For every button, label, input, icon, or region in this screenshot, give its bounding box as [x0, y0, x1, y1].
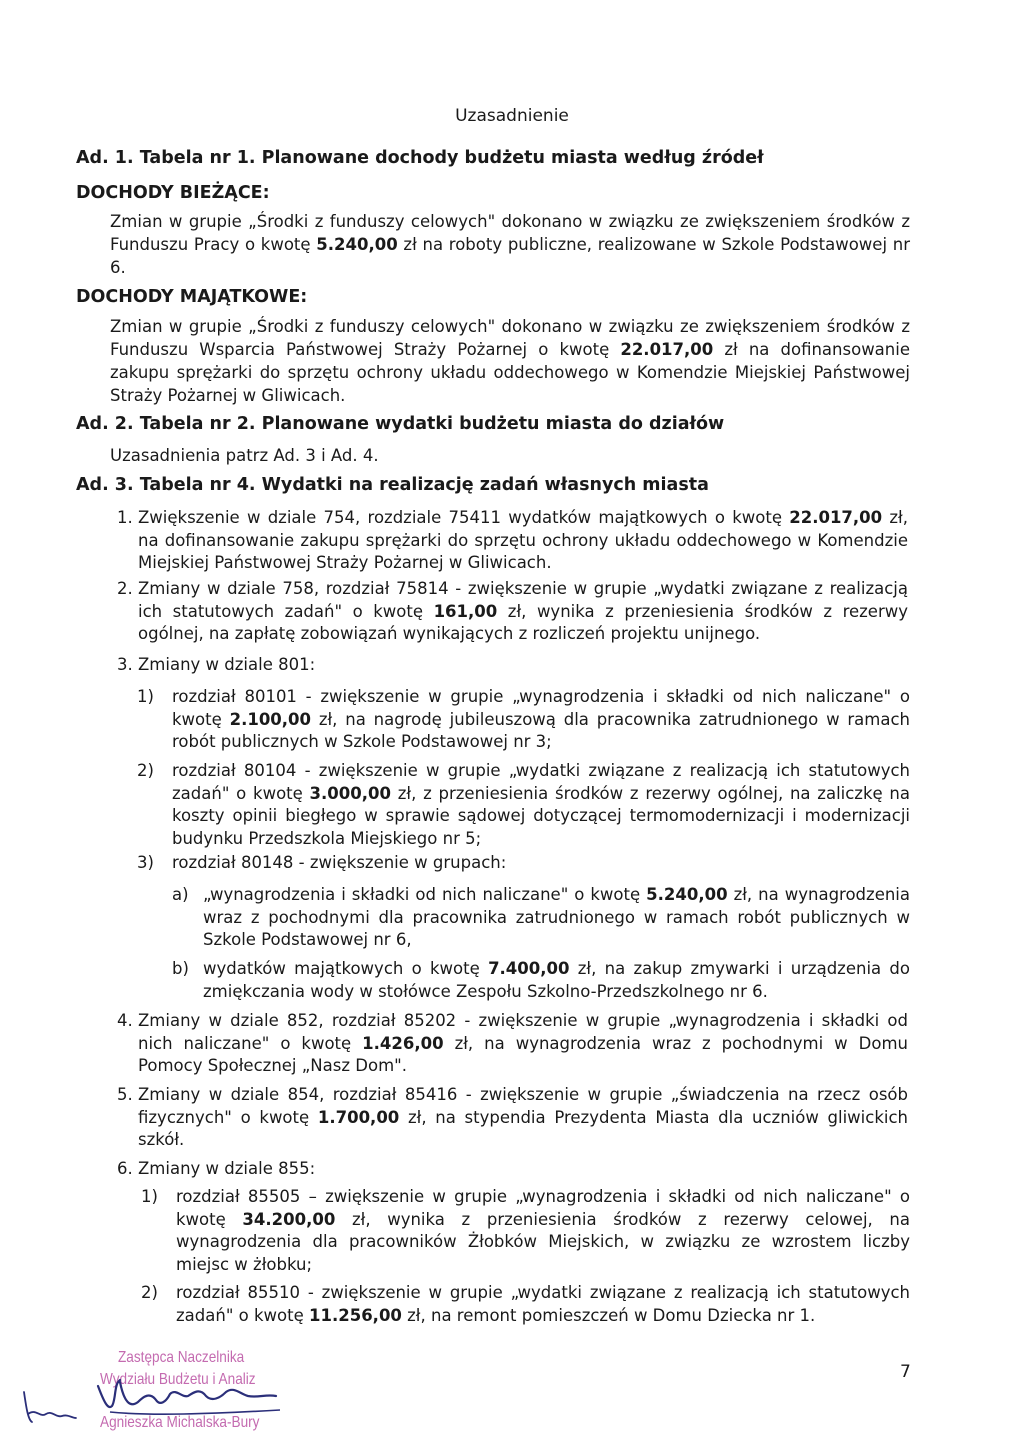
- sublist-number: 3): [137, 853, 154, 872]
- sublist-item: rozdział 85510 - zwiększenie w grupie „wydatki związane z realizacją ich statutowych zadań" o kwotę 11.256,00 zł, na remont pomieszczeń w Domu Dziecka nr 1.: [176, 1283, 910, 1325]
- amount: 34.200,00: [242, 1209, 336, 1229]
- initials-image: [18, 1388, 78, 1428]
- list-number: 6.: [117, 1159, 133, 1178]
- amount: 5.240,00: [316, 235, 398, 254]
- stamp-line-title: Zastępca Naczelnika: [118, 1349, 245, 1366]
- amount: 3.000,00: [309, 783, 391, 803]
- sublist-number: 1): [141, 1187, 158, 1206]
- subsublist-item: „wynagrodzenia i składki od nich naliczane" o kwotę 5.240,00 zł, na wynagrodzenia wraz z pochodnymi dla pracownika zatrudnionego w ramach robót publicznych w Szkole Podstawowej nr 6,: [203, 885, 910, 949]
- amount: 7.400,00: [488, 959, 570, 978]
- sublist-item: rozdział 80148 - zwiększenie w grupach:: [172, 853, 507, 872]
- sublist-item: rozdział 80101 - zwiększenie w grupie „wynagrodzenia i składki od nich naliczane" o kwotę 2.100,00 zł, na nagrodę jubileuszową dla pracownika zatrudnionego w ramach robót publicznych w Szkole Podstawowej nr 3;: [172, 687, 910, 751]
- list-number: 5.: [117, 1085, 133, 1104]
- list-item: Zmiany w dziale 758, rozdział 75814 - zwiększenie w grupie „wydatki związane z realizacją ich statutowych zadań" o kwotę 161,00 zł, wynika z przeniesienia środków z rezerwy ogólnej, na zapłatę zobowiązań wynikających z rozliczeń projektu unijnego.: [138, 579, 908, 643]
- amount: 2.100,00: [229, 709, 312, 729]
- amount: 5.240,00: [646, 885, 728, 904]
- list-item: Zmiany w dziale 852, rozdział 85202 - zwiększenie w grupie „wynagrodzenia i składki od nich naliczane" o kwotę 1.426,00 zł, na wynagrodzenia wraz z pochodnymi w Domu Pomocy Społecznej „Nasz Dom".: [138, 1011, 908, 1075]
- amount: 22.017,00: [620, 340, 714, 359]
- dochody-majatkowe-paragraph: Zmian w grupie „Środki z funduszy celowych" dokonano w związku ze zwiększeniem środków z Funduszu Wsparcia Państwowej Straży Pożarnej o kwotę 22.017,00 zł na dofinansowanie zakupu sprężarki do sprzętu ochrony układu oddechowego w Komendzie Miejskiej Państwowej Straży Pożarnej w Gliwicach.: [110, 317, 910, 405]
- subsublist-item: wydatków majątkowych o kwotę 7.400,00 zł, na zakup zmywarki i urządzenia do zmiękczania wody w stołówce Zespołu Szkolno-Przedszkolnego nr 6.: [203, 959, 910, 1001]
- amount: 161,00: [433, 601, 498, 621]
- page-number: 7: [900, 1362, 911, 1382]
- list-number: 1.: [117, 508, 133, 527]
- list-number: 2.: [117, 579, 133, 598]
- sublist-item: rozdział 80104 - zwiększenie w grupie „wydatki związane z realizacją ich statutowych zadań" o kwotę 3.000,00 zł, z przeniesienia środków z rezerwy ogólnej, na zaliczkę na koszty opinii biegłego w sprawie sądowej dotyczącej termomodernizacji i modernizacji budynku Przedszkola Miejskiego nr 5;: [172, 761, 910, 848]
- stamp-line-department: Wydziału Budżetu i Analiz: [100, 1371, 256, 1388]
- document-title: Uzasadnienie: [455, 106, 569, 126]
- sublist-number: 2): [137, 761, 154, 780]
- list-item: Zmiany w dziale 855:: [138, 1159, 316, 1178]
- ad3-heading: Ad. 3. Tabela nr 4. Wydatki na realizację zadań własnych miasta: [76, 475, 709, 495]
- ad1-heading: Ad. 1. Tabela nr 1. Planowane dochody budżetu miasta według źródeł: [76, 148, 764, 168]
- amount: 1.700,00: [317, 1107, 400, 1127]
- subsublist-letter: a): [172, 885, 189, 904]
- sublist-item: rozdział 85505 – zwiększenie w grupie „wynagrodzenia i składki od nich naliczane" o kwotę 34.200,00 zł, wynika z przeniesienia środków z rezerwy celowej, na wynagrodzenia dla pracowników Żłobków Miejskich, w związku ze wzrostem liczby miejsc w żłobku;: [176, 1187, 910, 1274]
- list-number: 3.: [117, 655, 133, 674]
- dochody-biezace-paragraph: Zmian w grupie „Środki z funduszy celowych" dokonano w związku ze zwiększeniem środków z Funduszu Pracy o kwotę 5.240,00 zł na roboty publiczne, realizowane w Szkole Podstawowej nr 6.: [110, 212, 910, 277]
- ad2-text: Uzasadnienia patrz Ad. 3 i Ad. 4.: [110, 446, 379, 465]
- amount: 22.017,00: [789, 508, 883, 527]
- dochody-majatkowe-heading: DOCHODY MAJĄTKOWE:: [76, 287, 308, 307]
- sublist-number: 2): [141, 1283, 158, 1302]
- list-item: Zwiększenie w dziale 754, rozdziale 75411 wydatków majątkowych o kwotę 22.017,00 zł, na dofinansowanie zakupu sprężarki do sprzętu ochrony układu oddechowego w Komendzie Miejskiej Państwowej Straży Pożarnej w Gliwicach.: [138, 508, 908, 572]
- sublist-number: 1): [137, 687, 154, 706]
- list-item: Zmiany w dziale 854, rozdział 85416 - zwiększenie w grupie „świadczenia na rzecz osób fizycznych" o kwotę 1.700,00 zł, na stypendia Prezydenta Miasta dla uczniów gliwickich szkół.: [138, 1085, 908, 1149]
- amount: 1.426,00: [362, 1033, 444, 1053]
- stamp-line-name: Agnieszka Michalska-Bury: [100, 1414, 260, 1431]
- list-item: Zmiany w dziale 801:: [138, 655, 316, 674]
- signature-image: [90, 1372, 290, 1420]
- amount: 11.256,00: [309, 1305, 402, 1325]
- subsublist-letter: b): [172, 959, 189, 978]
- list-number: 4.: [117, 1011, 133, 1030]
- dochody-biezace-heading: DOCHODY BIEŻĄCE:: [76, 183, 270, 203]
- ad2-heading: Ad. 2. Tabela nr 2. Planowane wydatki budżetu miasta do działów: [76, 414, 725, 434]
